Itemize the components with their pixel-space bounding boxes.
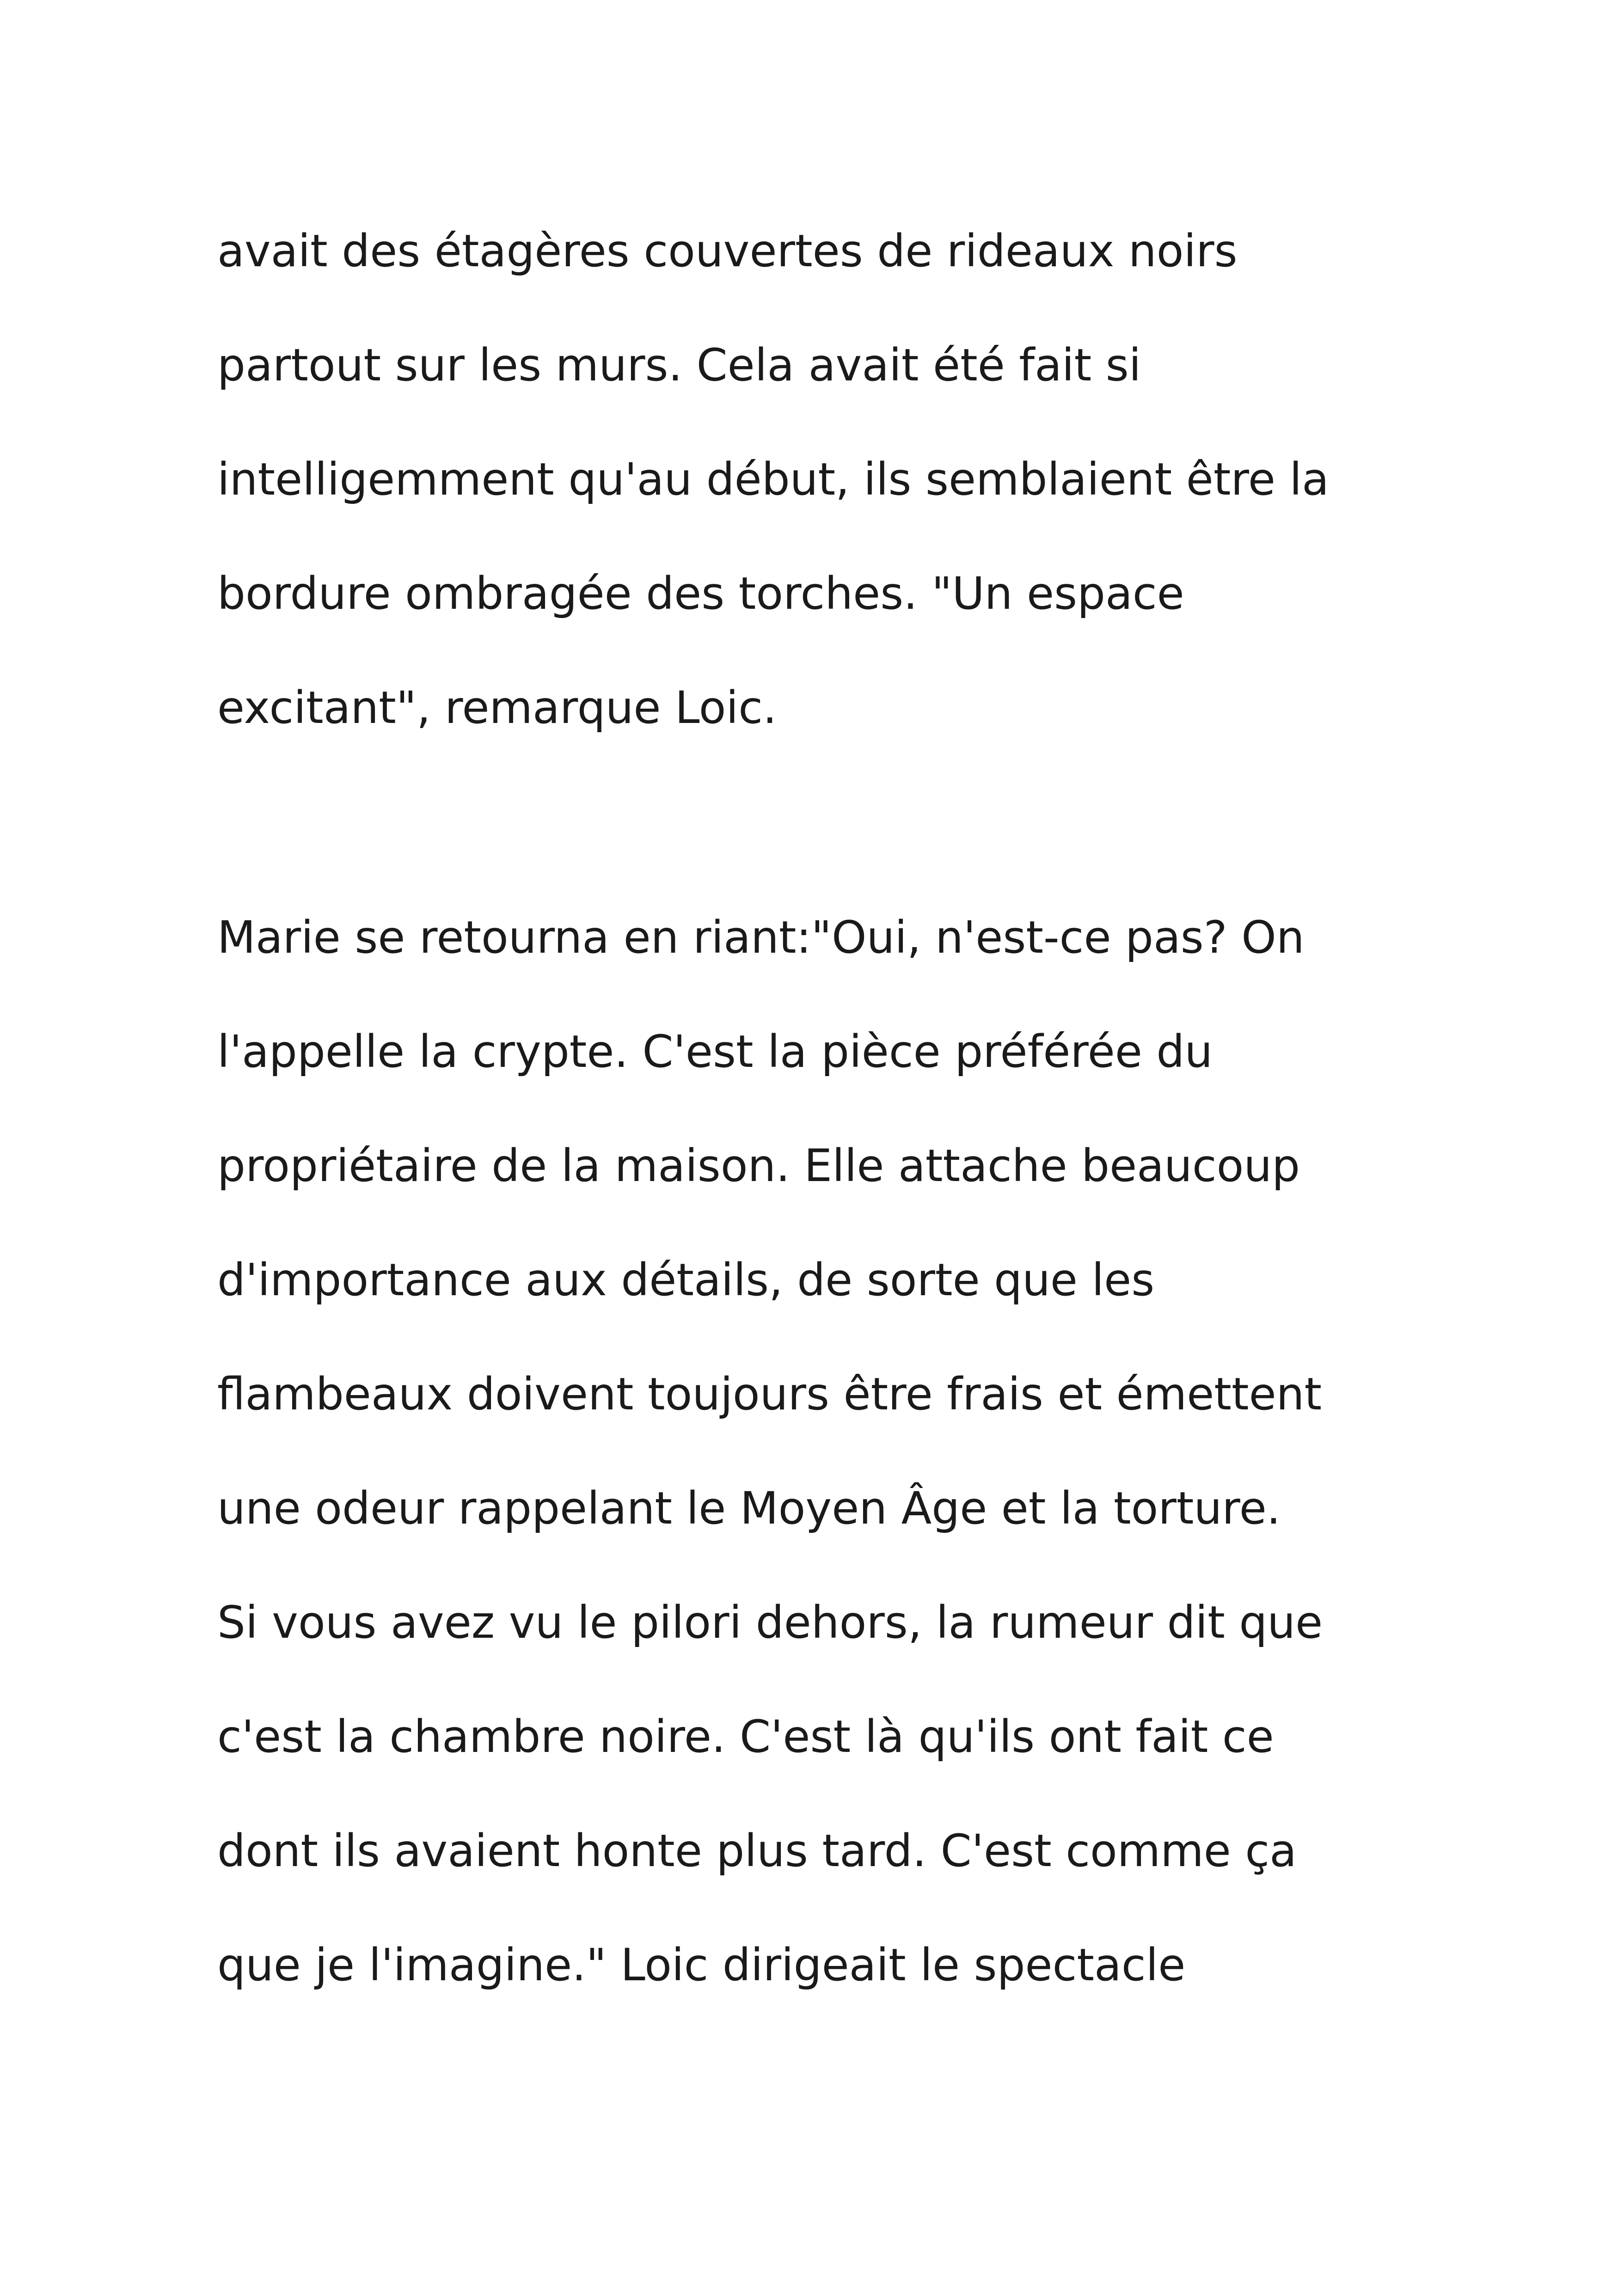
text-line: excitant", remarque Loic. [217, 682, 777, 734]
text-line: dont ils avaient honte plus tard. C'est comme ça [217, 1825, 1297, 1877]
text-line: l'appelle la crypte. C'est la pièce préférée du [217, 1026, 1213, 1078]
text-line: flambeaux doivent toujours être frais et émettent [217, 1368, 1322, 1420]
text-line: Si vous avez vu le pilori dehors, la rumeur dit que [217, 1597, 1323, 1648]
paragraph-1 [217, 194, 1419, 765]
text-line: intelligemment qu'au début, ils semblaient être la [217, 453, 1329, 505]
text-line: partout sur les murs. Cela avait été fait si [217, 339, 1141, 391]
text-line: que je l'imagine." Loic dirigeait le spectacle [217, 1939, 1186, 1991]
text-line: une odeur rappelant le Moyen Âge et la torture. [217, 1482, 1281, 1534]
text-line: propriétaire de la maison. Elle attache beaucoup [217, 1140, 1300, 1192]
text-line: bordure ombragée des torches. "Un espace [217, 568, 1184, 619]
text-line: c'est la chambre noire. C'est là qu'ils ont fait ce [217, 1711, 1274, 1763]
paragraph-2 [217, 881, 1419, 2022]
text-line: avait des étagères couvertes de rideaux noirs [217, 225, 1238, 277]
text-line: d'importance aux détails, de sorte que les [217, 1254, 1155, 1306]
text-line: Marie se retourna en riant:"Oui, n'est-ce pas? On [217, 912, 1305, 963]
